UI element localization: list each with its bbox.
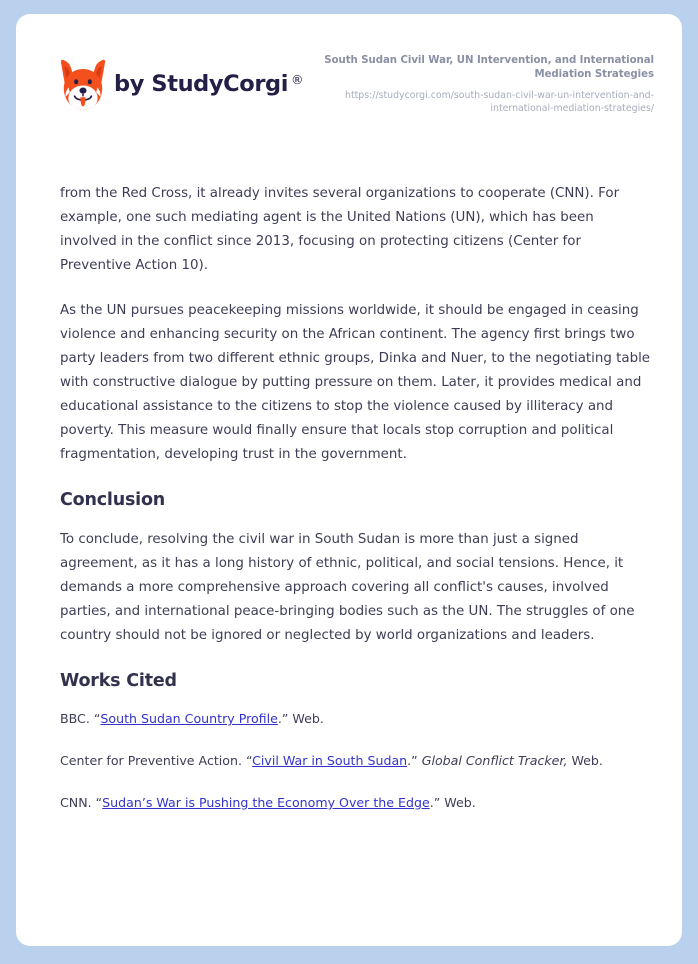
citation-prefix: BBC. “ (60, 711, 101, 726)
studycorgi-brand[interactable] (60, 57, 303, 111)
citation-source-italic: Global Conflict Tracker, (421, 753, 568, 768)
citation-link[interactable]: South Sudan Country Profile (100, 711, 278, 726)
document-header (16, 14, 682, 154)
body-paragraph: from the Red Cross, it already invites several organizations to cooperate (CNN). For example, one such mediating agent is the United Nations (UN), which has been involved in the conflict since 2013, focusing on protecting citizens (Center for Preventive Action 10). (60, 186, 620, 273)
citation-link[interactable]: Civil War in South Sudan (252, 753, 408, 768)
corgi-face-logo-icon (60, 57, 106, 111)
citation-entry (60, 751, 652, 771)
brand-wordmark-text: by StudyCorgi (114, 71, 289, 97)
section-heading-conclusion: Conclusion (60, 490, 166, 510)
document-body (60, 182, 652, 835)
section-heading-works-cited: Works Cited (60, 671, 177, 691)
registered-trademark-mark: ® (291, 72, 304, 87)
document-source-url: https://studycorgi.com/south-sudan-civil-war-un-intervention-and-international-mediation-strategies/ (345, 89, 654, 114)
citation-middle: .” (407, 753, 422, 768)
citation-link[interactable]: Sudan’s War is Pushing the Economy Over the Edge (102, 795, 430, 810)
brand-wordmark (114, 71, 303, 97)
citation-entry (60, 793, 652, 813)
conclusion-paragraph: To conclude, resolving the civil war in South Sudan is more than just a signed agreement, as it has a long history of ethnic, political, and social tensions. Hence, it demands a more comprehensive approach covering all conflict's causes, involved parties, and international peace-bringing bodies such as the UN. The struggles of one country should not be ignored or neglected by world organizations and leaders. (60, 532, 635, 643)
citation-middle: .” (277, 711, 293, 726)
citation-suffix: Web. (567, 753, 603, 768)
citation-suffix: Web. (444, 795, 476, 810)
citation-prefix: Center for Preventive Action. “ (60, 753, 253, 768)
document-page-card (16, 14, 682, 946)
citation-prefix: CNN. “ (60, 795, 103, 810)
citation-suffix: Web. (292, 711, 324, 726)
header-meta (304, 54, 654, 115)
citation-middle: .” (429, 795, 445, 810)
body-paragraph: As the UN pursues peacekeeping missions worldwide, it should be engaged in ceasing violence and enhancing security on the African continent. The agency first brings two party leaders from two different ethnic groups, Dinka and Nuer, to the negotiating table with constructive dialogue by putting pressure on them. Later, it provides medical and educational assistance to the citizens to stop the violence caused by illiteracy and poverty. This measure would finally ensure that locals stop corruption and political fragmentation, developing trust in the government. (60, 303, 651, 462)
document-title: South Sudan Civil War, UN Intervention, and International Mediation Strategies (324, 54, 654, 80)
citation-entry (60, 709, 652, 729)
